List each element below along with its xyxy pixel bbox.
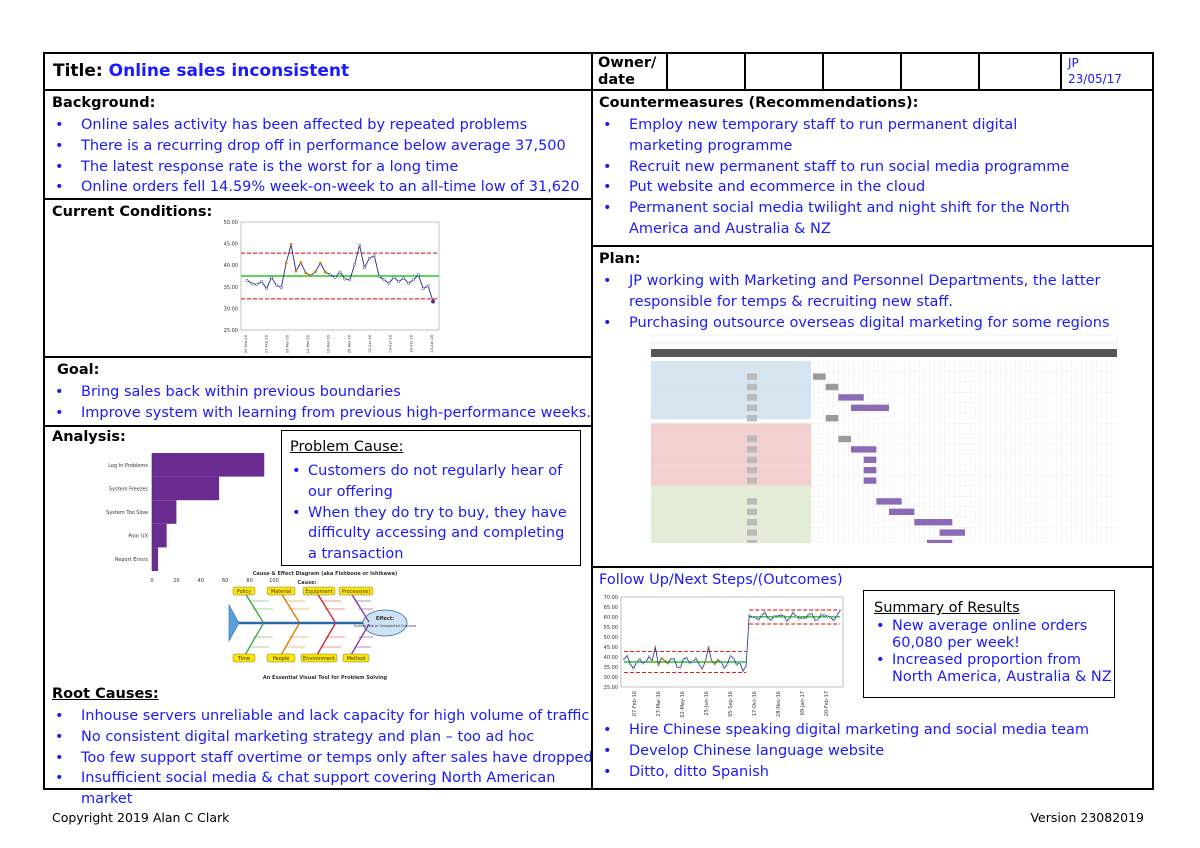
fishbone-cause-label: Cause: bbox=[297, 580, 317, 586]
y-tick-label: 35.00 bbox=[223, 284, 238, 291]
gantt-progress-cell bbox=[747, 529, 757, 535]
gantt-progress-cell bbox=[747, 509, 757, 515]
owner-label-cell bbox=[591, 52, 668, 91]
y-tick-label: 40.00 bbox=[223, 263, 238, 270]
data-point bbox=[808, 614, 810, 616]
data-point bbox=[636, 661, 638, 663]
x-tick-label: 05-Mar-16 bbox=[285, 335, 290, 354]
data-point bbox=[290, 243, 292, 245]
title-cell bbox=[43, 52, 593, 91]
data-point bbox=[704, 661, 706, 663]
list-item: • Insufficient social media & chat support covering North American market bbox=[45, 768, 593, 810]
data-point bbox=[751, 616, 753, 618]
x-tick-label: 25-Jun-16 bbox=[704, 691, 710, 716]
data-point bbox=[417, 274, 419, 276]
data-point bbox=[805, 617, 807, 619]
data-point bbox=[664, 660, 666, 662]
data-point bbox=[363, 267, 365, 269]
plan-section bbox=[591, 245, 1154, 568]
data-point bbox=[393, 276, 395, 278]
data-point bbox=[632, 668, 634, 670]
data-point bbox=[398, 280, 400, 282]
owner-slot bbox=[744, 52, 824, 91]
summary-list bbox=[874, 618, 1112, 686]
gantt-phase-band bbox=[651, 486, 811, 543]
data-point bbox=[661, 657, 663, 659]
data-point bbox=[723, 667, 725, 669]
y-tick-label: 40.00 bbox=[603, 655, 618, 661]
data-point bbox=[758, 619, 760, 621]
list-item: • No consistent digital marketing strategy and plan – too ad hoc bbox=[45, 727, 593, 748]
gantt-task-bar bbox=[889, 509, 914, 515]
x-tick-label: 02-May-16 bbox=[680, 691, 686, 718]
y-tick-label: 50.00 bbox=[223, 220, 238, 226]
x-tick-label: 80 bbox=[246, 578, 253, 584]
list-item: • Purchasing outsource overseas digital marketing for some regions bbox=[593, 313, 1113, 334]
data-point bbox=[745, 665, 747, 667]
x-tick-label: 27-Mar-16 bbox=[656, 691, 662, 717]
fishbone-bottom-label: People bbox=[272, 656, 290, 662]
data-point bbox=[692, 661, 694, 663]
background-heading: Background: bbox=[52, 95, 156, 111]
fishbone-subtitle: An Essential Visual Tool for Problem Solving bbox=[262, 675, 388, 681]
data-point bbox=[260, 280, 262, 282]
data-point bbox=[820, 614, 822, 616]
goal-heading: Goal: bbox=[57, 362, 100, 378]
data-point bbox=[246, 279, 248, 281]
gantt-progress-cell bbox=[747, 446, 757, 452]
data-point bbox=[683, 658, 685, 660]
gantt-progress-cell bbox=[747, 373, 757, 379]
fishbone-bottom-label: Time bbox=[237, 656, 251, 662]
fishbone-top-label: Process(es) bbox=[341, 589, 371, 595]
x-tick-label: 20-Feb-16 bbox=[244, 335, 248, 354]
y-tick-label: 65.00 bbox=[603, 605, 618, 611]
summary-heading: Summary of Results bbox=[874, 600, 1020, 616]
problem-cause-box bbox=[281, 430, 581, 566]
plan-heading: Plan: bbox=[599, 251, 641, 267]
data-point bbox=[265, 287, 267, 289]
data-point bbox=[795, 615, 797, 617]
countermeasures-section bbox=[591, 89, 1154, 247]
version: Version 23082019 bbox=[1030, 810, 1144, 825]
countermeasures-heading: Countermeasures (Recommendations): bbox=[599, 95, 919, 111]
data-point bbox=[639, 658, 641, 660]
data-point bbox=[789, 617, 791, 619]
owner-slot bbox=[822, 52, 902, 91]
x-tick-label: 09-Apr-16 bbox=[388, 335, 393, 353]
data-point bbox=[373, 254, 375, 256]
data-point bbox=[776, 615, 778, 617]
data-point bbox=[407, 282, 409, 284]
x-tick-label: 0 bbox=[150, 578, 154, 584]
data-point bbox=[623, 658, 625, 660]
owner-slot bbox=[666, 52, 746, 91]
y-tick-label: 30.00 bbox=[223, 306, 238, 313]
y-tick-label: 70.00 bbox=[603, 595, 618, 601]
goal-section bbox=[43, 356, 593, 427]
plan-gantt-chart bbox=[651, 335, 1121, 543]
data-point bbox=[431, 300, 435, 304]
data-point bbox=[673, 658, 675, 660]
data-point bbox=[285, 262, 287, 264]
data-point bbox=[679, 667, 681, 669]
category-label: Log In Problems bbox=[108, 462, 148, 469]
data-point bbox=[368, 257, 370, 259]
gantt-task-bar bbox=[851, 446, 876, 452]
data-point bbox=[686, 657, 688, 659]
x-tick-label: 28-Nov-16 bbox=[776, 691, 782, 717]
x-tick-label: 09-Jan-17 bbox=[800, 691, 806, 716]
list-item: • Too few support staff overtime or temps only after sales have dropped bbox=[45, 748, 593, 769]
list-item: • Customers do not regularly hear of our offering bbox=[290, 461, 570, 503]
data-point bbox=[786, 620, 788, 622]
data-point bbox=[648, 656, 650, 658]
data-point bbox=[256, 283, 258, 285]
problem-cause-heading: Problem Cause: bbox=[290, 439, 404, 455]
category-label: Report Errors bbox=[115, 557, 148, 564]
data-point bbox=[698, 664, 700, 666]
data-point bbox=[736, 664, 738, 666]
list-item: • Online orders fell 14.59% week-on-week to an all-time low of 31,620 bbox=[45, 177, 593, 198]
problem-cause-list bbox=[290, 461, 570, 565]
x-tick-label: 40 bbox=[197, 578, 204, 584]
gantt-progress-cell bbox=[747, 394, 757, 400]
data-point bbox=[275, 284, 277, 286]
data-point bbox=[717, 659, 719, 661]
plan-list bbox=[593, 271, 1113, 333]
data-point bbox=[689, 662, 691, 664]
x-tick-label: 27-Feb-16 bbox=[264, 335, 269, 354]
data-point bbox=[324, 271, 326, 273]
gantt-task-bar bbox=[838, 436, 851, 442]
owner-initials: JP bbox=[1068, 56, 1079, 70]
y-tick-label: 30.00 bbox=[603, 675, 618, 681]
y-tick-label: 35.00 bbox=[603, 665, 618, 671]
owner-label: Owner/ date bbox=[598, 55, 657, 88]
y-tick-label: 25.00 bbox=[223, 328, 238, 334]
x-tick-label: 17-Oct-16 bbox=[752, 691, 758, 717]
list-item: • Hire Chinese speaking digital marketing and social media team bbox=[593, 720, 1133, 741]
data-point bbox=[720, 661, 722, 663]
data-point bbox=[733, 657, 735, 659]
analysis-heading: Analysis: bbox=[52, 429, 126, 445]
list-item: • Ditto, ditto Spanish bbox=[593, 762, 1133, 783]
data-point bbox=[714, 663, 716, 665]
data-point bbox=[827, 615, 829, 617]
data-point bbox=[742, 670, 744, 672]
category-label: System Freezes bbox=[108, 486, 148, 493]
gantt-task-bar bbox=[813, 373, 826, 379]
data-point bbox=[349, 279, 351, 281]
background-list bbox=[45, 115, 593, 198]
x-tick-label: 20 bbox=[173, 578, 180, 584]
data-point bbox=[833, 619, 835, 621]
list-item: • There is a recurring drop off in performance below average 37,500 bbox=[45, 136, 593, 157]
data-point bbox=[388, 282, 390, 284]
x-tick-label: 20-Feb-17 bbox=[824, 691, 830, 717]
data-point bbox=[319, 262, 321, 264]
x-tick-label: 02-Apr-16 bbox=[368, 335, 372, 353]
data-point bbox=[814, 619, 816, 621]
fishbone-effect: Effect: bbox=[375, 616, 395, 622]
data-point bbox=[353, 263, 355, 265]
data-point bbox=[817, 619, 819, 621]
fishbone-top-label: Equipment bbox=[305, 589, 333, 595]
gantt-progress-cell bbox=[747, 498, 757, 504]
data-point bbox=[270, 276, 272, 278]
fishbone-head bbox=[363, 610, 407, 636]
gantt-phase-band bbox=[651, 361, 811, 419]
data-point bbox=[773, 615, 775, 617]
data-point bbox=[654, 646, 656, 648]
data-point bbox=[695, 658, 697, 660]
data-point bbox=[792, 612, 794, 614]
gantt-task-bar bbox=[864, 467, 877, 473]
owner-slot bbox=[978, 52, 1062, 91]
list-item: • Permanent social media twilight and night shift for the North America and Australia & NZ bbox=[593, 198, 1093, 240]
owner-slot bbox=[900, 52, 980, 91]
data-point bbox=[422, 287, 424, 289]
background-section bbox=[43, 89, 593, 200]
copyright: Copyright 2019 Alan C Clark bbox=[52, 810, 230, 825]
bar bbox=[152, 453, 264, 477]
root-causes-heading: Root Causes: bbox=[52, 686, 159, 702]
data-point bbox=[658, 664, 660, 666]
gantt-progress-cell bbox=[747, 415, 757, 421]
data-point bbox=[767, 617, 769, 619]
plot-area bbox=[621, 597, 843, 687]
list-item: • Put website and ecommerce in the cloud bbox=[593, 177, 1093, 198]
x-tick-label: 16-Apr-16 bbox=[409, 335, 414, 353]
list-item: • New average online orders 60,080 per week! bbox=[874, 618, 1112, 652]
data-point bbox=[358, 244, 360, 246]
gantt-task-bar bbox=[838, 394, 863, 400]
data-point bbox=[251, 282, 253, 284]
data-point bbox=[836, 615, 838, 617]
list-item: • Recruit new permanent staff to run social media programme bbox=[593, 157, 1093, 178]
x-tick-label: 23-Apr-16 bbox=[430, 335, 434, 353]
data-point bbox=[711, 660, 713, 662]
current-conditions-chart bbox=[213, 214, 453, 354]
gantt-task-bar bbox=[914, 519, 952, 525]
data-point bbox=[708, 646, 710, 648]
data-point bbox=[383, 279, 385, 281]
data-point bbox=[339, 271, 341, 273]
list-item: • The latest response rate is the worst for a long time bbox=[45, 157, 593, 178]
fishbone-title: Cause & Effect Diagram (aka Fishbone or Ishikawa) bbox=[252, 571, 398, 577]
data-point bbox=[378, 275, 380, 277]
data-point bbox=[726, 663, 728, 665]
data-point bbox=[280, 286, 282, 288]
data-point bbox=[402, 277, 404, 279]
list-item: • Increased proportion from North America, Australia & NZ bbox=[874, 652, 1112, 686]
fishbone-diagram bbox=[225, 567, 425, 685]
data-point bbox=[626, 655, 628, 657]
y-tick-label: 55.00 bbox=[603, 625, 618, 631]
gantt-task-bar bbox=[851, 405, 889, 411]
category-label: System Too Slow bbox=[106, 510, 148, 516]
fishbone-tail bbox=[229, 605, 239, 641]
bar bbox=[152, 547, 158, 571]
gantt-progress-cell bbox=[747, 405, 757, 411]
data-point bbox=[645, 661, 647, 663]
gantt-progress-cell bbox=[747, 519, 757, 525]
summary-box bbox=[863, 590, 1115, 698]
data-point bbox=[309, 274, 311, 276]
data-point bbox=[764, 612, 766, 614]
data-point bbox=[830, 617, 832, 619]
bar bbox=[152, 524, 167, 548]
gantt-progress-cell bbox=[747, 540, 757, 543]
y-tick-label: 60.00 bbox=[603, 615, 618, 621]
countermeasures-list bbox=[593, 115, 1093, 240]
x-tick-label: 12-Mar-16 bbox=[306, 335, 310, 354]
list-item: • JP working with Marketing and Personnel Departments, the latter responsible for temps & recruiting new staff. bbox=[593, 271, 1113, 313]
data-point bbox=[798, 618, 800, 620]
bar bbox=[152, 477, 219, 501]
data-point bbox=[783, 615, 785, 617]
title-label: Title: bbox=[53, 61, 103, 81]
y-tick-label: 45.00 bbox=[603, 645, 618, 651]
followup-section bbox=[591, 566, 1154, 790]
list-item: • Inhouse servers unreliable and lack capacity for high volume of traffic bbox=[45, 706, 593, 727]
data-point bbox=[770, 619, 772, 621]
gantt-task-bar bbox=[864, 477, 877, 483]
list-item: • Develop Chinese language website bbox=[593, 741, 1133, 762]
gantt-task-bar bbox=[940, 529, 965, 535]
data-point bbox=[329, 274, 331, 276]
y-tick-label: 50.00 bbox=[603, 635, 618, 641]
data-point bbox=[295, 270, 297, 272]
fishbone-bottom-label: Method bbox=[346, 656, 366, 662]
gantt-progress-cell bbox=[747, 457, 757, 463]
goal-list bbox=[45, 382, 593, 424]
data-point bbox=[730, 655, 732, 657]
data-point bbox=[305, 272, 307, 274]
page-title: Online sales inconsistent bbox=[108, 61, 350, 81]
gantt-title-row bbox=[651, 335, 1117, 343]
data-point bbox=[755, 617, 757, 619]
gantt-task-bar bbox=[876, 498, 901, 504]
root-causes-list bbox=[45, 706, 593, 810]
data-point bbox=[314, 270, 316, 272]
bar bbox=[152, 500, 176, 524]
data-point bbox=[701, 668, 703, 670]
analysis-section bbox=[43, 425, 593, 808]
data-point bbox=[761, 615, 763, 617]
gantt-progress-cell bbox=[747, 436, 757, 442]
data-point bbox=[839, 610, 841, 612]
data-point bbox=[334, 276, 336, 278]
data-point bbox=[651, 660, 653, 662]
fishbone-bottom-label: Environment bbox=[303, 656, 335, 662]
current-conditions-section bbox=[43, 198, 593, 358]
data-point bbox=[823, 614, 825, 616]
gantt-progress-cell bbox=[747, 467, 757, 473]
x-tick-label: 19-Mar-16 bbox=[326, 335, 331, 354]
gantt-progress-cell bbox=[747, 384, 757, 390]
fishbone-effect-sub: Undesirable or Unexpected Outcome bbox=[353, 624, 417, 628]
list-item: • Employ new temporary staff to run permanent digital marketing programme bbox=[593, 115, 1093, 157]
fishbone-top-label: Material bbox=[270, 589, 292, 595]
data-point bbox=[802, 617, 804, 619]
x-tick-label: 07-Feb-16 bbox=[632, 691, 638, 717]
y-tick-label: 25.00 bbox=[603, 685, 618, 691]
owner-date-cell bbox=[1060, 52, 1154, 91]
category-label: Poor UX bbox=[128, 533, 148, 540]
gantt-task-bar bbox=[826, 384, 839, 390]
data-point bbox=[667, 663, 669, 665]
data-point bbox=[412, 279, 414, 281]
list-item: • Improve system with learning from previous high-performance weeks. bbox=[45, 403, 593, 424]
followup-chart bbox=[595, 591, 851, 731]
list-item: • Bring sales back within previous boundaries bbox=[45, 382, 593, 403]
x-tick-label: 60 bbox=[222, 578, 229, 584]
fishbone-top-label: Policy bbox=[236, 589, 252, 595]
gantt-task-bar bbox=[927, 540, 952, 543]
gantt-task-bar bbox=[826, 415, 839, 421]
data-point bbox=[642, 662, 644, 664]
gantt-task-bar bbox=[864, 457, 877, 463]
x-tick-label: 26-Mar-16 bbox=[347, 335, 352, 354]
x-tick-label: 100 bbox=[269, 578, 279, 584]
owner-date: 23/05/17 bbox=[1068, 72, 1122, 86]
data-point bbox=[780, 614, 782, 616]
followup-heading: Follow Up/Next Steps/(Outcomes) bbox=[599, 572, 843, 588]
gantt-progress-cell bbox=[747, 477, 757, 483]
data-point bbox=[676, 666, 678, 668]
data-point bbox=[629, 663, 631, 665]
data-point bbox=[739, 662, 741, 664]
data-point bbox=[344, 278, 346, 280]
data-point bbox=[427, 285, 429, 287]
current-conditions-heading: Current Conditions: bbox=[52, 204, 213, 220]
data-point bbox=[300, 261, 302, 263]
x-tick-label: 05-Sep-16 bbox=[728, 691, 734, 717]
data-point bbox=[748, 614, 750, 616]
list-item: • When they do try to buy, they have difficulty accessing and completing a transaction bbox=[290, 503, 570, 565]
data-point bbox=[811, 613, 813, 615]
data-point bbox=[670, 658, 672, 660]
followup-list bbox=[593, 720, 1133, 782]
gantt-header-row bbox=[651, 349, 1117, 357]
list-item: • Online sales activity has been affected by repeated problems bbox=[45, 115, 593, 136]
y-tick-label: 45.00 bbox=[223, 241, 238, 248]
